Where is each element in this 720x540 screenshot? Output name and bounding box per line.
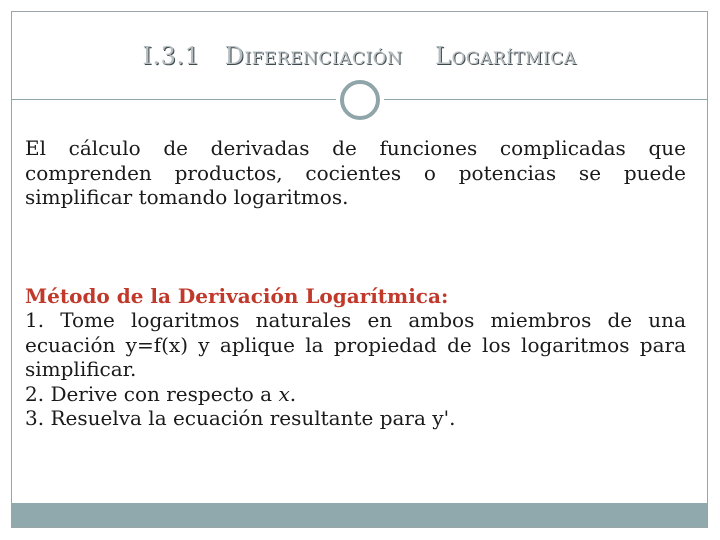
step-1: 1. Tome logaritmos naturales en ambos miembros de una ecuación y=f(x) y aplique la propiedad de los logaritmos para simplificar.	[25, 308, 686, 381]
intro-paragraph: El cálculo de derivadas de funciones complicadas que comprenden productos, cocientes o potencias se puede simplificar tomando logaritmos.	[25, 136, 686, 209]
step-2	[25, 382, 686, 407]
title-word1-rest: IFERENCIACIÓN	[244, 49, 403, 69]
title-divider-right	[384, 99, 707, 100]
step-2-prefix: 2. Derive con respecto a	[25, 381, 279, 406]
step-2-suffix: .	[289, 381, 297, 406]
slide-body	[25, 136, 686, 431]
title-word1-initial: D	[224, 42, 245, 70]
footer-bar	[12, 503, 707, 527]
title-divider-left	[12, 99, 336, 100]
title-number: I.3.1	[142, 42, 201, 70]
divider-ring-ornament	[340, 80, 380, 120]
method-heading: Método de la Derivación Logarítmica:	[25, 283, 449, 308]
slide-title	[12, 42, 707, 70]
title-word2-rest: OGARÍTMICA	[451, 49, 577, 69]
title-word2-initial: L	[435, 42, 452, 70]
step-2-variable: x	[278, 381, 290, 406]
step-3: 3. Resuelva la ecuación resultante para y'.	[25, 406, 456, 430]
